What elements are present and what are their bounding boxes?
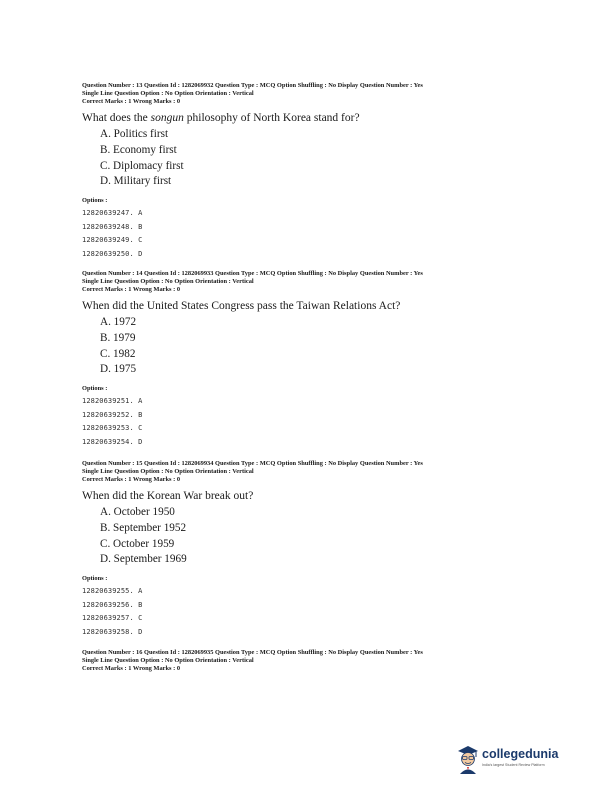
- option-id: 12820639256. B: [82, 600, 143, 609]
- question-text: When did the United States Congress pass the Taiwan Relations Act?: [82, 300, 401, 312]
- option-id: 12820639249. C: [82, 236, 143, 245]
- choice-d: D. Military first: [100, 175, 172, 188]
- options-label: Options :: [82, 575, 108, 583]
- option-id: 12820639247. A: [82, 209, 143, 218]
- option-id: 12820639258. D: [82, 627, 143, 636]
- question-meta-line2: Single Line Question Option : No Option Orientation : Vertical: [82, 468, 254, 475]
- question-meta-line3: Correct Marks : 1 Wrong Marks : 0: [82, 665, 181, 672]
- option-id-list: [82, 395, 522, 449]
- collegedunia-logo: [452, 744, 570, 776]
- question-meta-line3: Correct Marks : 1 Wrong Marks : 0: [82, 476, 181, 483]
- option-id: 12820639252. B: [82, 410, 143, 419]
- answer-choices: [100, 315, 522, 378]
- question-meta-line1: Question Number : 16 Question Id : 1282069935 Question Type : MCQ Option Shuffling : No Display Question Number : Yes: [82, 649, 423, 656]
- question-meta-line1: Question Number : 14 Question Id : 1282069933 Question Type : MCQ Option Shuffling : No Display Question Number : Yes: [82, 270, 423, 277]
- option-id: 12820639257. C: [82, 614, 143, 623]
- logo-tagline: India's largest Student Review Platform: [482, 763, 545, 767]
- option-id: 12820639251. A: [82, 397, 143, 406]
- answer-choices: [100, 505, 522, 568]
- choice-a: A. Politics first: [100, 128, 169, 140]
- question-meta-line2: Single Line Question Option : No Option Orientation : Vertical: [82, 278, 254, 285]
- option-id: 12820639255. A: [82, 587, 143, 596]
- choice-b: B. 1979: [100, 331, 136, 344]
- question-16: [82, 649, 522, 673]
- question-meta-line3: Correct Marks : 1 Wrong Marks : 0: [82, 98, 181, 105]
- question-text-emphasis: songun: [150, 112, 184, 124]
- student-mascot-icon: [456, 744, 480, 774]
- question-meta-line1: Question Number : 13 Question Id : 1282069932 Question Type : MCQ Option Shuffling : No Display Question Number : Yes: [82, 82, 423, 89]
- choice-c: C. Diplomacy first: [100, 159, 184, 172]
- question-text-end: philosophy of North Korea stand for?: [183, 112, 360, 124]
- choice-c: C. 1982: [100, 347, 136, 360]
- option-id: 12820639253. C: [82, 424, 143, 433]
- question-meta-line2: Single Line Question Option : No Option Orientation : Vertical: [82, 657, 254, 664]
- option-id-list: [82, 585, 522, 639]
- choice-b: B. Economy first: [100, 143, 177, 156]
- question-13: [82, 82, 522, 261]
- option-id: 12820639248. B: [82, 222, 143, 231]
- option-id: 12820639254. D: [82, 437, 143, 446]
- question-text-start: What does the: [82, 112, 151, 124]
- options-label: Options :: [82, 197, 108, 205]
- choice-b: B. September 1952: [100, 521, 187, 534]
- options-label: Options :: [82, 385, 108, 393]
- choice-a: A. 1972: [100, 316, 137, 328]
- answer-choices: [100, 127, 522, 190]
- logo-wordmark: collegedunia: [482, 747, 559, 761]
- question-15: [82, 460, 522, 639]
- question-text: [82, 111, 522, 125]
- question-meta-line3: Correct Marks : 1 Wrong Marks : 0: [82, 286, 181, 293]
- question-meta-line2: Single Line Question Option : No Option Orientation : Vertical: [82, 90, 254, 97]
- option-id-list: [82, 207, 522, 261]
- question-text: When did the Korean War break out?: [82, 490, 254, 502]
- question-meta-line1: Question Number : 15 Question Id : 1282069934 Question Type : MCQ Option Shuffling : No Display Question Number : Yes: [82, 460, 423, 467]
- choice-c: C. October 1959: [100, 537, 175, 550]
- question-14: [82, 270, 522, 449]
- choice-d: D. 1975: [100, 363, 137, 376]
- option-id: 12820639250. D: [82, 249, 143, 258]
- choice-a: A. October 1950: [100, 506, 175, 518]
- choice-d: D. September 1969: [100, 553, 187, 566]
